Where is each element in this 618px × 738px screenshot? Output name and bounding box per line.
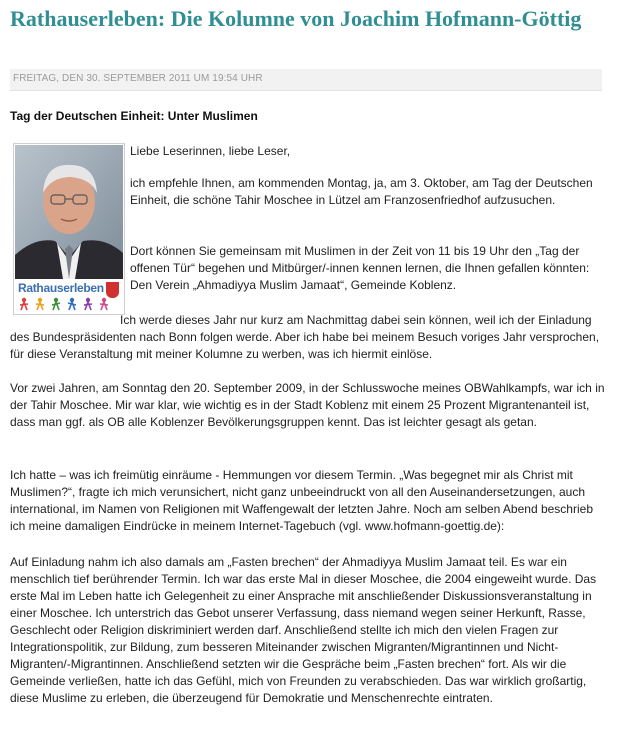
logo-strip xyxy=(15,280,123,313)
post-date: FREITAG, DEN 30. SEPTEMBER 2011 UM 19:54 UHR xyxy=(13,73,263,84)
post-date-bar xyxy=(10,69,602,91)
post-paragraph: Ich werde dieses Jahr nur kurz am Nachmittag dabei sein können, weil ich der Einladung des Bundespräsidenten nach Bonn folgen werde. Aber ich habe bei meinem Besuch voriges Jahr versprochen, für diese Veranstaltung mit meiner Kolumne zu werben, was ich hiermit einlöse. xyxy=(10,313,600,361)
post-greeting: Liebe Leserinnen, liebe Leser, xyxy=(130,144,291,158)
portrait-photo xyxy=(15,145,123,279)
post-image xyxy=(13,143,125,315)
post-paragraph: Auf Einladung nahm ich also damals am „Fasten brechen“ der Ahmadiyya Muslim Jamaat teil. Es war ein menschlich tief berührender Termin. Ich war das erste Mal in dieser Moschee, die 2004 eingeweiht wurde. Das erste Mal im Leben hatte ich Gelegenheit zu einer Ansprache mit anschließender Diskussionsveranstaltung in einer Moschee. Ich unterstrich das Gebot unserer Verfassung, dass niemand wegen seiner Herkunft, Rasse, Geschlecht oder Religion diskriminiert werden darf. Anschließend stellte ich mich den vielen Fragen zur Integrationspolitik, zur Bildung, zum besseren Miteinander zwischen Migranten/Migrantinnen und Nicht-Migranten/-Migrantinnen. Anschließend setzten wir die Gespräche beim „Fasten brechen“ fort. Als wir die Gemeinde verließen, hatte ich das Gefühl, mich von Freunden zu verabschieden. Das war wirklich großartig, diese Muslime zu erleben, die überzeugend für Demokratie und Menschenrechte eintraten. xyxy=(10,555,597,705)
post-paragraph: Dort können Sie gemeinsam mit Muslimen in der Zeit von 11 bis 19 Uhr den „Tag der offenen Tür“ begehen und Mitbürger/-innen kennen lernen, die Ihnen gefallen könnten: Den Verein „Ahmadiyya Muslim Jamaat“, Gemeinde Koblenz. xyxy=(130,244,590,292)
post-paragraph: ich empfehle Ihnen, am kommenden Montag, ja, am 3. Oktober, am Tag der Deutschen Einheit, die schöne Tahir Moschee in Lützel am Franzosenfriedhof aufzusuchen. xyxy=(130,176,593,207)
post-paragraph: Ich hatte – was ich freimütig einräume - Hemmungen vor diesem Termin. „Was begegnet mir als Christ mit Muslimen?“, fragte ich mich verunsichert, nicht ganz unbeeindruckt von all den Auseinandersetzungen, auch international, im Namen von Religionen mit Waffengewalt der letzten Jahre. Noch am selben Abend beschrieb ich meine damaligen Eindrücke in meinem Internet-Tagebuch (vgl. www.hofmann-goettig.de): xyxy=(10,468,593,533)
logo-wordmark: Rathauserleben xyxy=(18,281,104,295)
post-paragraph: Vor zwei Jahren, am Sonntag den 20. September 2009, in der Schlusswoche meines OBWahlkampfs, war ich in der Tahir Moschee. Mir war klar, wie wichtig es in der Stadt Koblenz mit einem 25 Prozent Migrantenanteil ist, dass man ggf. als OB alle Koblenzer Bevölkerungsgruppen kennt. Das ist leichter gesagt als getan. xyxy=(10,381,605,429)
people-figures-icon xyxy=(18,297,122,311)
blog-title[interactable]: Rathauserleben: Die Kolumne von Joachim Hofmann-Göttig xyxy=(10,6,582,31)
coat-of-arms-icon xyxy=(106,282,119,298)
post-title[interactable]: Tag der Deutschen Einheit: Unter Muslimen xyxy=(10,109,258,123)
